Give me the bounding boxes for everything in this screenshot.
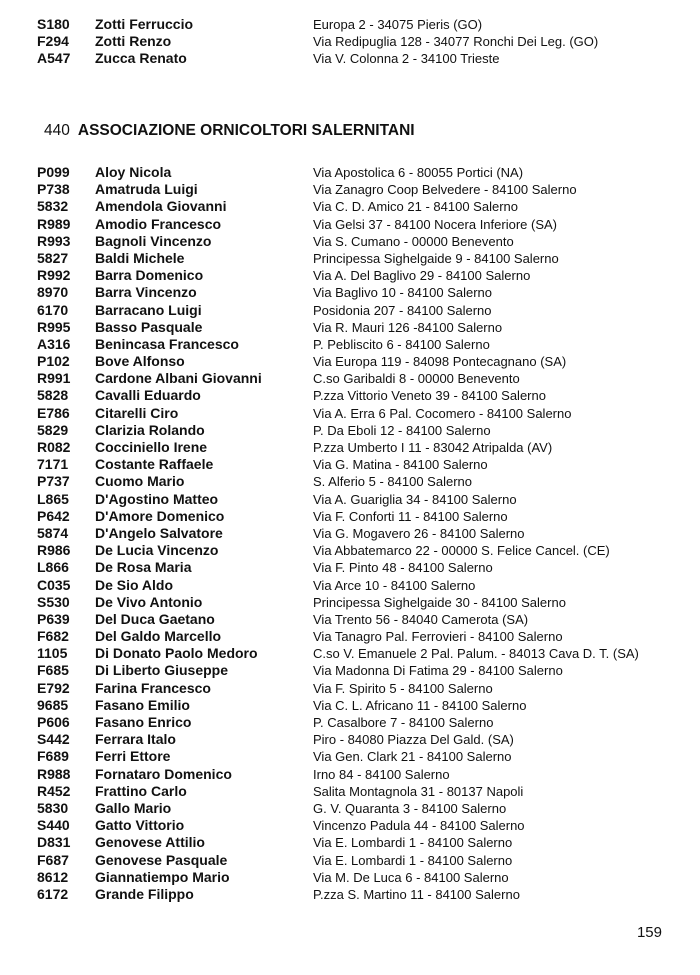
member-address: Via Apostolica 6 - 80055 Portici (NA)	[313, 165, 524, 180]
member-code: E792	[37, 679, 70, 696]
member-address: S. Alferio 5 - 84100 Salerno	[313, 474, 472, 490]
member-name: Giannatiempo Mario	[95, 868, 230, 885]
member-code: R452	[37, 782, 71, 799]
member-address: Via Abbatemarco 22 - 00000 S. Felice Cancel. (CE)	[313, 543, 610, 559]
member-address: Via Tanagro Pal. Ferrovieri - 84100 Salerno	[313, 629, 563, 645]
member-address: Via A. Del Baglivo 29 - 84100 Salerno	[313, 268, 531, 284]
member-code: R986	[37, 542, 71, 559]
member-address: Via Gen. Clark 21 - 84100 Salerno	[313, 749, 512, 765]
member-address: Via Gelsi 37 - 84100 Nocera Inferiore (SA)	[313, 216, 557, 232]
member-name: Ferrara Italo	[95, 731, 176, 748]
member-name: Cardone Albani Giovanni	[95, 370, 262, 387]
member-address: Via Arce 10 - 84100 Salerno	[313, 577, 476, 593]
member-address: P. Casalbore 7 - 84100 Salerno	[313, 715, 494, 730]
member-address: Via G. Matina - 84100 Salerno	[313, 457, 488, 473]
member-address: Via Madonna Di Fatima 29 - 84100 Salerno	[313, 663, 563, 679]
member-code: 7171	[37, 456, 69, 473]
member-name: Gallo Mario	[95, 799, 172, 816]
member-address: G. V. Quaranta 3 - 84100 Salerno	[313, 800, 507, 816]
member-address: Via Baglivo 10 - 84100 Salerno	[313, 285, 492, 301]
member-address: C.so Garibaldi 8 - 00000 Benevento	[313, 371, 520, 387]
list-item	[0, 577, 700, 594]
member-name: Citarelli Ciro	[95, 404, 179, 421]
member-name: Del Galdo Marcello	[95, 628, 222, 645]
list-item	[0, 198, 700, 215]
page-number: 159	[636, 924, 662, 941]
member-name: Gatto Vittorio	[95, 817, 185, 834]
member-code: 6172	[37, 885, 69, 902]
list-item	[0, 662, 700, 679]
member-code: R992	[37, 267, 71, 284]
member-address: Via M. De Luca 6 - 84100 Salerno	[313, 869, 509, 885]
member-name: Amodio Francesco	[95, 215, 222, 232]
list-item	[0, 748, 700, 765]
member-name: Amatruda Luigi	[95, 181, 198, 198]
member-name: Benincasa Francesco	[95, 335, 239, 352]
member-code: 9685	[37, 696, 69, 713]
member-name: Barra Vincenzo	[95, 284, 197, 301]
list-item	[0, 164, 700, 181]
member-name: Fasano Emilio	[95, 696, 190, 713]
member-code: P606	[37, 714, 70, 730]
member-name: Genovese Attilio	[95, 834, 205, 851]
member-code: A547	[37, 50, 71, 67]
list-item	[0, 611, 700, 628]
member-name: Cocciniello Irene	[95, 439, 208, 455]
list-item	[0, 869, 700, 886]
list-item	[0, 594, 700, 611]
member-name: De Vivo Antonio	[95, 593, 203, 610]
list-item	[0, 370, 700, 387]
member-name: D'Agostino Matteo	[95, 490, 219, 507]
member-address: P.zza S. Martino 11 - 84100 Salerno	[313, 886, 520, 902]
member-code: 8612	[37, 868, 69, 885]
member-code: P099	[37, 164, 70, 180]
member-address: P. Pebliscito 6 - 84100 Salerno	[313, 336, 490, 352]
list-item	[0, 33, 700, 50]
member-address: Via G. Mogavero 26 - 84100 Salerno	[313, 525, 525, 541]
member-name: Fornataro Domenico	[95, 765, 232, 782]
member-code: E786	[37, 404, 70, 421]
member-code: P738	[37, 181, 70, 198]
member-name: Del Duca Gaetano	[95, 610, 215, 627]
list-item	[0, 834, 700, 851]
member-address: C.so V. Emanuele 2 Pal. Palum. - 84013 Cava D. T. (SA)	[313, 646, 639, 662]
member-name: Di Liberto Giuseppe	[95, 662, 229, 679]
member-code: 5829	[37, 421, 69, 438]
list-item	[0, 336, 700, 353]
member-name: Costante Raffaele	[95, 456, 214, 473]
member-code: C035	[37, 576, 71, 593]
member-code: 6170	[37, 301, 69, 318]
member-code: R989	[37, 215, 71, 232]
member-entries-list	[0, 164, 700, 903]
list-item	[0, 422, 700, 439]
member-code: R082	[37, 439, 71, 455]
member-code: 5874	[37, 524, 69, 541]
list-item	[0, 387, 700, 404]
list-item	[0, 852, 700, 869]
member-code: 5827	[37, 249, 69, 266]
list-item	[0, 680, 700, 697]
member-name: Di Donato Paolo Medoro	[95, 645, 258, 662]
member-address: Via A. Erra 6 Pal. Cocomero - 84100 Salerno	[313, 405, 572, 421]
member-address: Salita Montagnola 31 - 80137 Napoli	[313, 783, 524, 799]
member-name: Zotti Ferruccio	[95, 16, 194, 32]
member-name: De Sio Aldo	[95, 576, 174, 593]
member-code: L865	[37, 490, 69, 507]
list-item	[0, 800, 700, 817]
top-entries-list	[0, 16, 700, 68]
list-item	[0, 731, 700, 748]
member-name: Barra Domenico	[95, 267, 204, 284]
member-name: De Lucia Vincenzo	[95, 542, 219, 559]
list-item	[0, 559, 700, 576]
list-item	[0, 267, 700, 284]
member-code: L866	[37, 559, 69, 576]
list-item	[0, 628, 700, 645]
member-address: Via Zanagro Coop Belvedere - 84100 Salerno	[313, 182, 577, 198]
member-address: Via V. Colonna 2 - 34100 Trieste	[313, 51, 500, 67]
member-code: R991	[37, 370, 71, 387]
member-code: A316	[37, 335, 71, 352]
member-name: Farina Francesco	[95, 679, 211, 696]
member-code: S442	[37, 731, 70, 748]
member-name: D'Amore Domenico	[95, 507, 225, 524]
member-code: F689	[37, 748, 69, 765]
list-item	[0, 473, 700, 490]
member-name: Baldi Michele	[95, 249, 185, 266]
section-number: 440	[44, 122, 70, 139]
list-item	[0, 302, 700, 319]
member-name: Barracano Luigi	[95, 301, 202, 318]
list-item	[0, 16, 700, 33]
list-item	[0, 542, 700, 559]
list-item	[0, 508, 700, 525]
member-name: De Rosa Maria	[95, 559, 192, 576]
member-code: 1105	[37, 645, 68, 662]
member-address: Irno 84 - 84100 Salerno	[313, 766, 450, 782]
member-code: R993	[37, 232, 71, 249]
member-code: P642	[37, 507, 70, 524]
list-item	[0, 525, 700, 542]
member-address: P.zza Umberto I 11 - 83042 Atripalda (AV)	[313, 440, 553, 455]
member-name: Aloy Nicola	[95, 164, 172, 180]
member-name: Frattino Carlo	[95, 782, 187, 799]
member-address: Via F. Spirito 5 - 84100 Salerno	[313, 680, 493, 696]
list-item	[0, 697, 700, 714]
member-address: Via C. D. Amico 21 - 84100 Salerno	[313, 199, 518, 215]
list-item	[0, 319, 700, 336]
member-address: Principessa Sighelgaide 9 - 84100 Salerno	[313, 250, 559, 266]
member-code: R995	[37, 318, 71, 335]
member-code: 5828	[37, 387, 69, 404]
member-code: P102	[37, 353, 70, 370]
member-code: F685	[37, 662, 69, 679]
member-name: Genovese Pasquale	[95, 851, 228, 868]
member-code: F682	[37, 628, 69, 645]
member-code: 5832	[37, 198, 69, 215]
list-item	[0, 439, 700, 456]
member-address: Via R. Mauri 126 -84100 Salerno	[313, 319, 503, 335]
list-item	[0, 817, 700, 834]
member-address: Via Redipuglia 128 - 34077 Ronchi Dei Leg. (GO)	[313, 34, 599, 50]
list-item	[0, 284, 700, 301]
member-code: F294	[37, 33, 69, 50]
member-address: P.zza Vittorio Veneto 39 - 84100 Salerno	[313, 388, 546, 404]
member-code: P737	[37, 473, 70, 490]
list-item	[0, 783, 700, 800]
member-code: S530	[37, 593, 70, 610]
member-address: Piro - 84080 Piazza Del Gald. (SA)	[313, 732, 514, 748]
member-code: D831	[37, 834, 71, 851]
member-name: Cavalli Eduardo	[95, 387, 201, 404]
list-item	[0, 645, 700, 662]
member-address: Via F. Conforti 11 - 84100 Salerno	[313, 508, 508, 524]
member-address: Via Europa 119 - 84098 Pontecagnano (SA)	[313, 354, 567, 370]
list-item	[0, 886, 700, 903]
list-item	[0, 714, 700, 731]
list-item	[0, 233, 700, 250]
list-item	[0, 405, 700, 422]
member-address: Via Trento 56 - 84040 Camerota (SA)	[313, 611, 529, 627]
member-name: Clarizia Rolando	[95, 421, 205, 438]
member-code: 5830	[37, 799, 69, 816]
member-code: P639	[37, 610, 70, 627]
member-code: F687	[37, 851, 69, 868]
member-code: S440	[37, 817, 70, 834]
member-address: Principessa Sighelgaide 30 - 84100 Salerno	[313, 594, 566, 610]
list-item	[0, 216, 700, 233]
list-item	[0, 250, 700, 267]
section-heading	[44, 122, 415, 140]
member-address: Posidonia 207 - 84100 Salerno	[313, 302, 492, 318]
member-code: S180	[37, 16, 70, 32]
member-address: Via C. L. Africano 11 - 84100 Salerno	[313, 697, 527, 713]
member-name: Basso Pasquale	[95, 318, 203, 335]
member-address: Via F. Pinto 48 - 84100 Salerno	[313, 560, 493, 576]
member-address: Via S. Cumano - 00000 Benevento	[313, 233, 514, 249]
member-address: Via A. Guariglia 34 - 84100 Salerno	[313, 491, 517, 507]
list-item	[0, 766, 700, 783]
member-name: Bagnoli Vincenzo	[95, 232, 212, 249]
member-name: Amendola Giovanni	[95, 198, 227, 215]
member-address: Vincenzo Padula 44 - 84100 Salerno	[313, 818, 525, 834]
list-item	[0, 181, 700, 198]
member-address: P. Da Eboli 12 - 84100 Salerno	[313, 422, 491, 438]
member-name: Fasano Enrico	[95, 714, 192, 730]
member-name: Grande Filippo	[95, 885, 194, 902]
member-address: Via E. Lombardi 1 - 84100 Salerno	[313, 835, 513, 851]
member-code: 8970	[37, 284, 69, 301]
member-address: Europa 2 - 34075 Pieris (GO)	[313, 17, 483, 32]
list-item	[0, 50, 700, 67]
list-item	[0, 456, 700, 473]
member-name: Ferri Ettore	[95, 748, 171, 765]
member-name: D'Angelo Salvatore	[95, 524, 223, 541]
member-name: Zucca Renato	[95, 50, 187, 67]
member-address: Via E. Lombardi 1 - 84100 Salerno	[313, 852, 513, 868]
list-item	[0, 353, 700, 370]
member-code: R988	[37, 765, 71, 782]
section-title: ASSOCIAZIONE ORNICOLTORI SALERNITANI	[77, 122, 415, 139]
list-item	[0, 491, 700, 508]
member-name: Zotti Renzo	[95, 33, 172, 50]
member-name: Bove Alfonso	[95, 353, 185, 370]
member-name: Cuomo Mario	[95, 473, 185, 490]
